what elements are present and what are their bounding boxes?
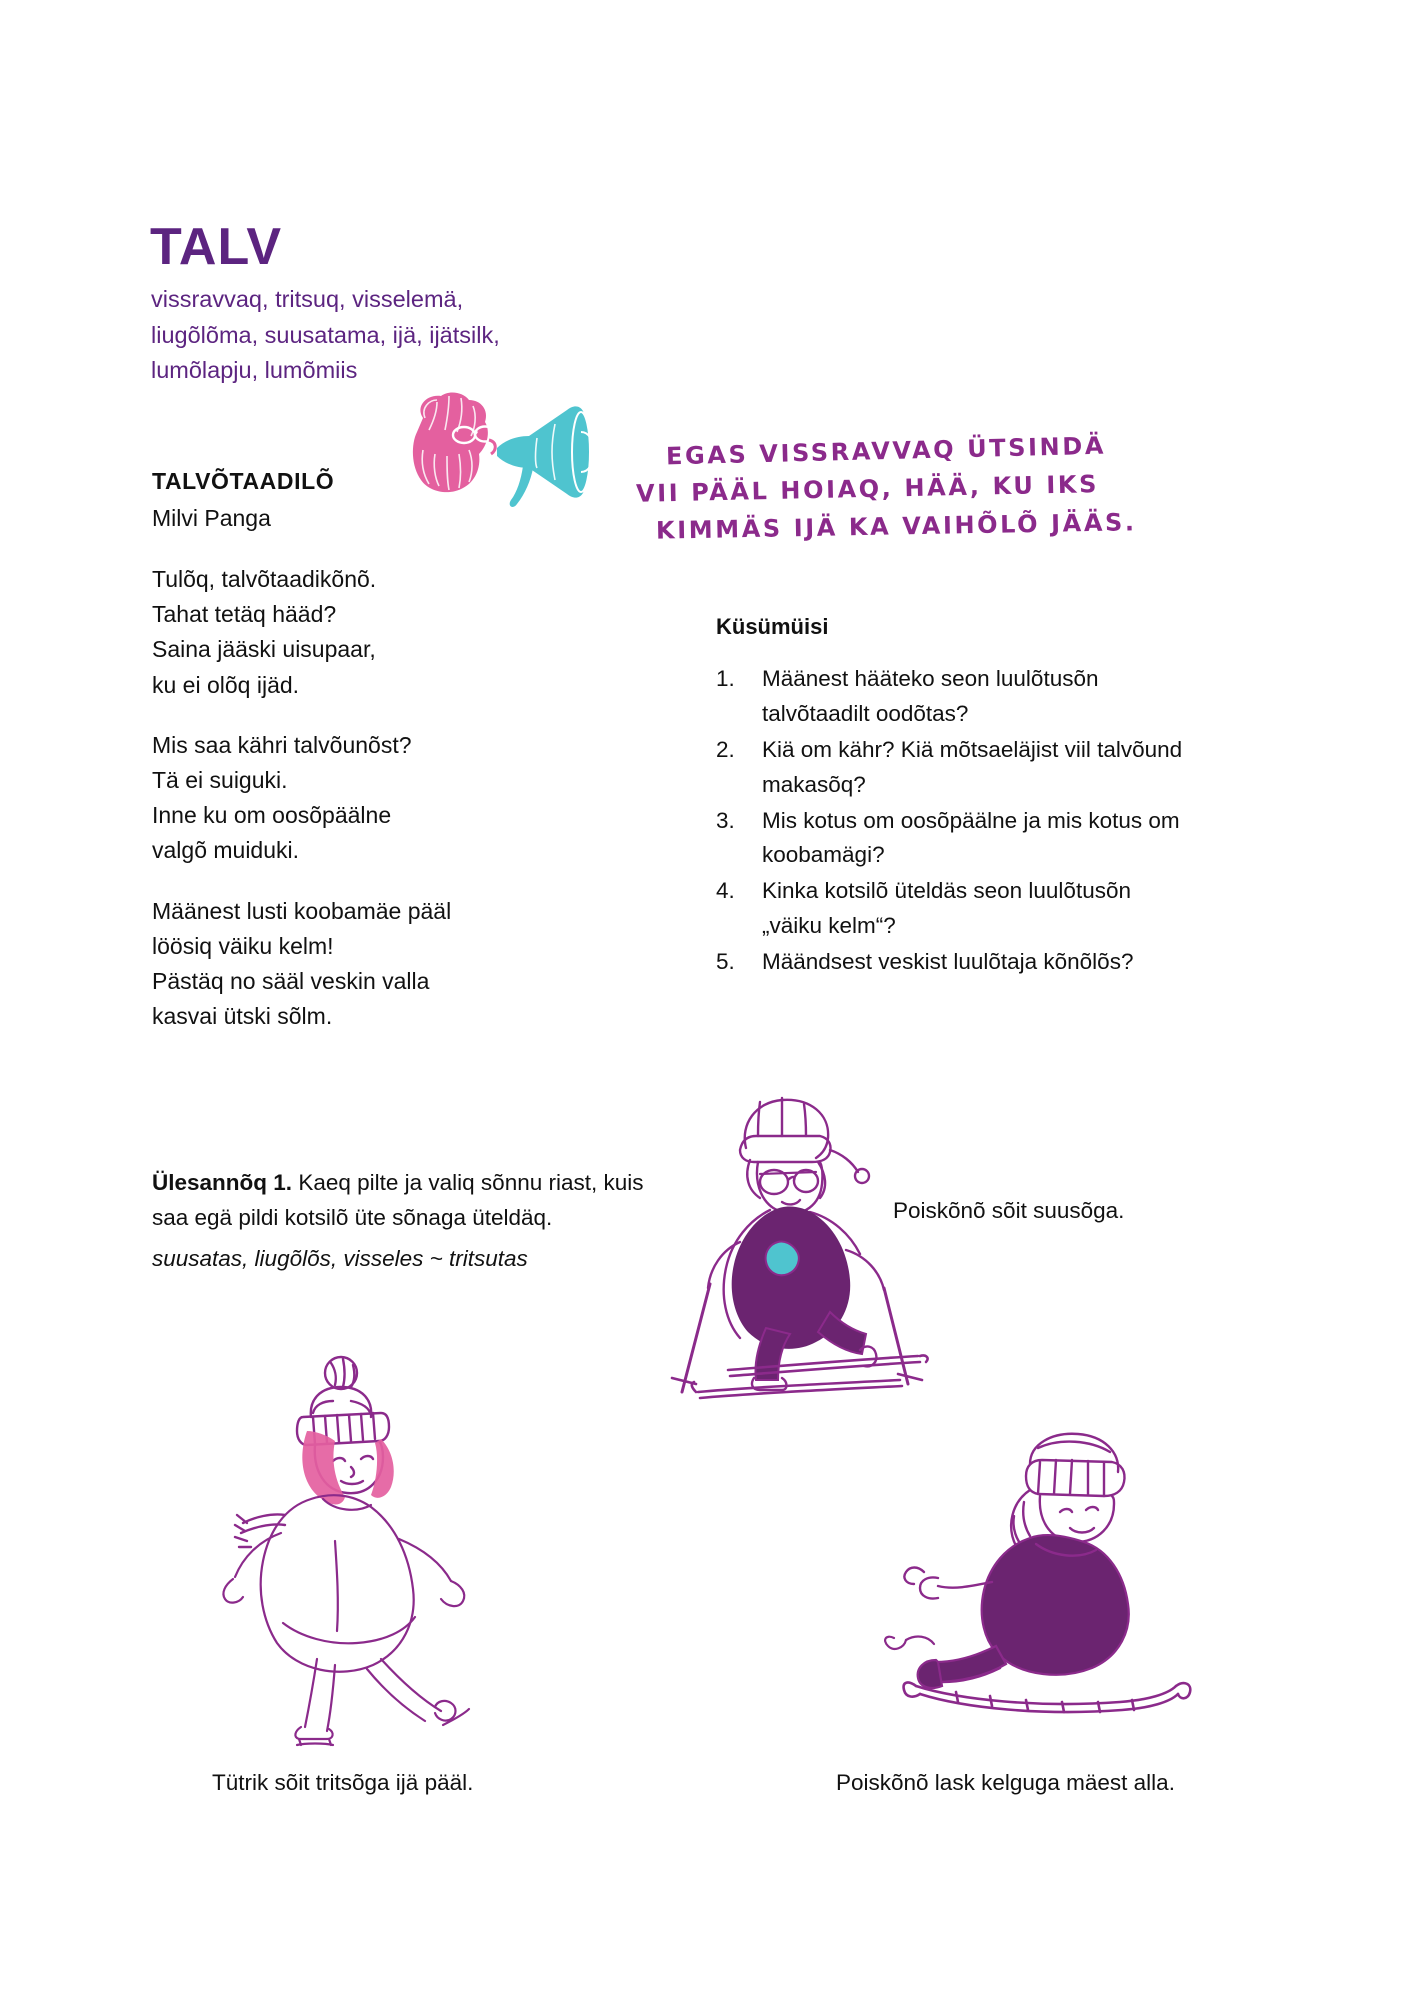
question-text: Kinka kotsilõ üteldäs seon luulõtusõn „väiku kelm“? [762, 878, 1131, 939]
question-number: 3. [716, 807, 735, 833]
poem-line: Tä ei suiguki. [152, 766, 288, 793]
girl-ice-skating-illustration [185, 1355, 525, 1760]
boy-skiing-illustration [670, 1092, 1000, 1407]
question-number: 5. [716, 949, 735, 974]
questions-heading: Küsümüisi [716, 614, 829, 639]
question-item [716, 733, 1186, 803]
poem-author: Milvi Panga [152, 505, 271, 531]
poem-line: Saina jääski uisupaar, [152, 636, 376, 663]
question-text: Määndsest veskist luulõtaja kõnõlõs? [762, 949, 1134, 974]
poem-line: valgõ muiduki. [152, 837, 300, 864]
keyword-list [151, 282, 571, 389]
caption-ski: Poiskõnõ sõit suusõga. [893, 1198, 1125, 1223]
question-number: 1. [716, 666, 735, 691]
question-text: Kiä om kähr? Kiä mõtsaeläjist viil talvõund makasõq? [762, 736, 1183, 797]
question-item [716, 662, 1186, 732]
exercise-word-bank: suusatas, liugõlõs, visseles ~ tritsutas [152, 1245, 528, 1271]
handwritten-line: VII PÄÄL HOIAQ, HÄÄ, KU IKS [635, 469, 1100, 508]
poem-line: Inne ku om oosõpäälne [152, 802, 392, 829]
boy-sledding-illustration [880, 1430, 1210, 1725]
question-item [716, 945, 1186, 980]
question-text: Määnest hääteko seon luulõtusõn talvõtaadilt oodõtas? [762, 666, 1099, 726]
poem-line: ku ei olõq ijäd. [152, 671, 300, 698]
poem-body [152, 562, 451, 1059]
poem-stanza [152, 894, 451, 1035]
poem-line: Tahat tetäq hääd? [152, 601, 337, 628]
handwritten-line: KIMMÄS IJÄ KA VAIHÕLÕ JÄÄS. [655, 508, 1137, 545]
handwritten-speech-text [628, 432, 1188, 546]
question-number: 2. [716, 736, 735, 762]
poem-line: Tulõq, talvõtaadikõnõ. [152, 566, 377, 592]
handwritten-line: EGAS VISSRAVVAQ ÜTSINDÄ [665, 431, 1107, 471]
question-text: Mis kotus om oosõpäälne ja mis kotus om koobamägi? [762, 807, 1180, 868]
poem-line: Mis saa kähri talvõunõst? [152, 731, 412, 758]
question-item [716, 874, 1186, 944]
keyword-line: liugõlõma, suusatama, ijä, ijätsilk, [151, 321, 500, 348]
exercise-label: Ülesannõq 1. [152, 1170, 293, 1195]
caption-sled: Poiskõnõ lask kelguga mäest alla. [836, 1770, 1175, 1795]
page-title: TALV [150, 217, 283, 276]
poem-title: TALVÕTAADILÕ [152, 468, 335, 494]
question-number: 4. [716, 878, 735, 904]
poem-line: löösiq väiku kelm! [152, 932, 334, 959]
question-item [716, 804, 1186, 874]
poem-line: kasvai ütski sõlm. [152, 1003, 333, 1030]
questions-list [716, 662, 1186, 981]
keyword-line: lumõlapju, lumõmiis [151, 357, 358, 384]
exercise-block [152, 1166, 672, 1277]
poem-stanza [152, 728, 451, 869]
poem-stanza [152, 562, 451, 703]
keyword-line: vissravvaq, tritsuq, visselemä, [151, 286, 464, 312]
mascot-with-megaphone-illustration [405, 388, 645, 523]
exercise-instruction: Kaeq pilte ja valiq sõnnu riast, kuis saa egä pildi kotsilõ üte sõnaga üteldäq. [152, 1170, 644, 1230]
poem-line: Pästäq no sääl veskin valla [152, 967, 430, 994]
poem-line: Määnest lusti koobamäe pääl [152, 897, 452, 924]
caption-skate: Tütrik sõit tritsõga ijä pääl. [212, 1770, 474, 1795]
